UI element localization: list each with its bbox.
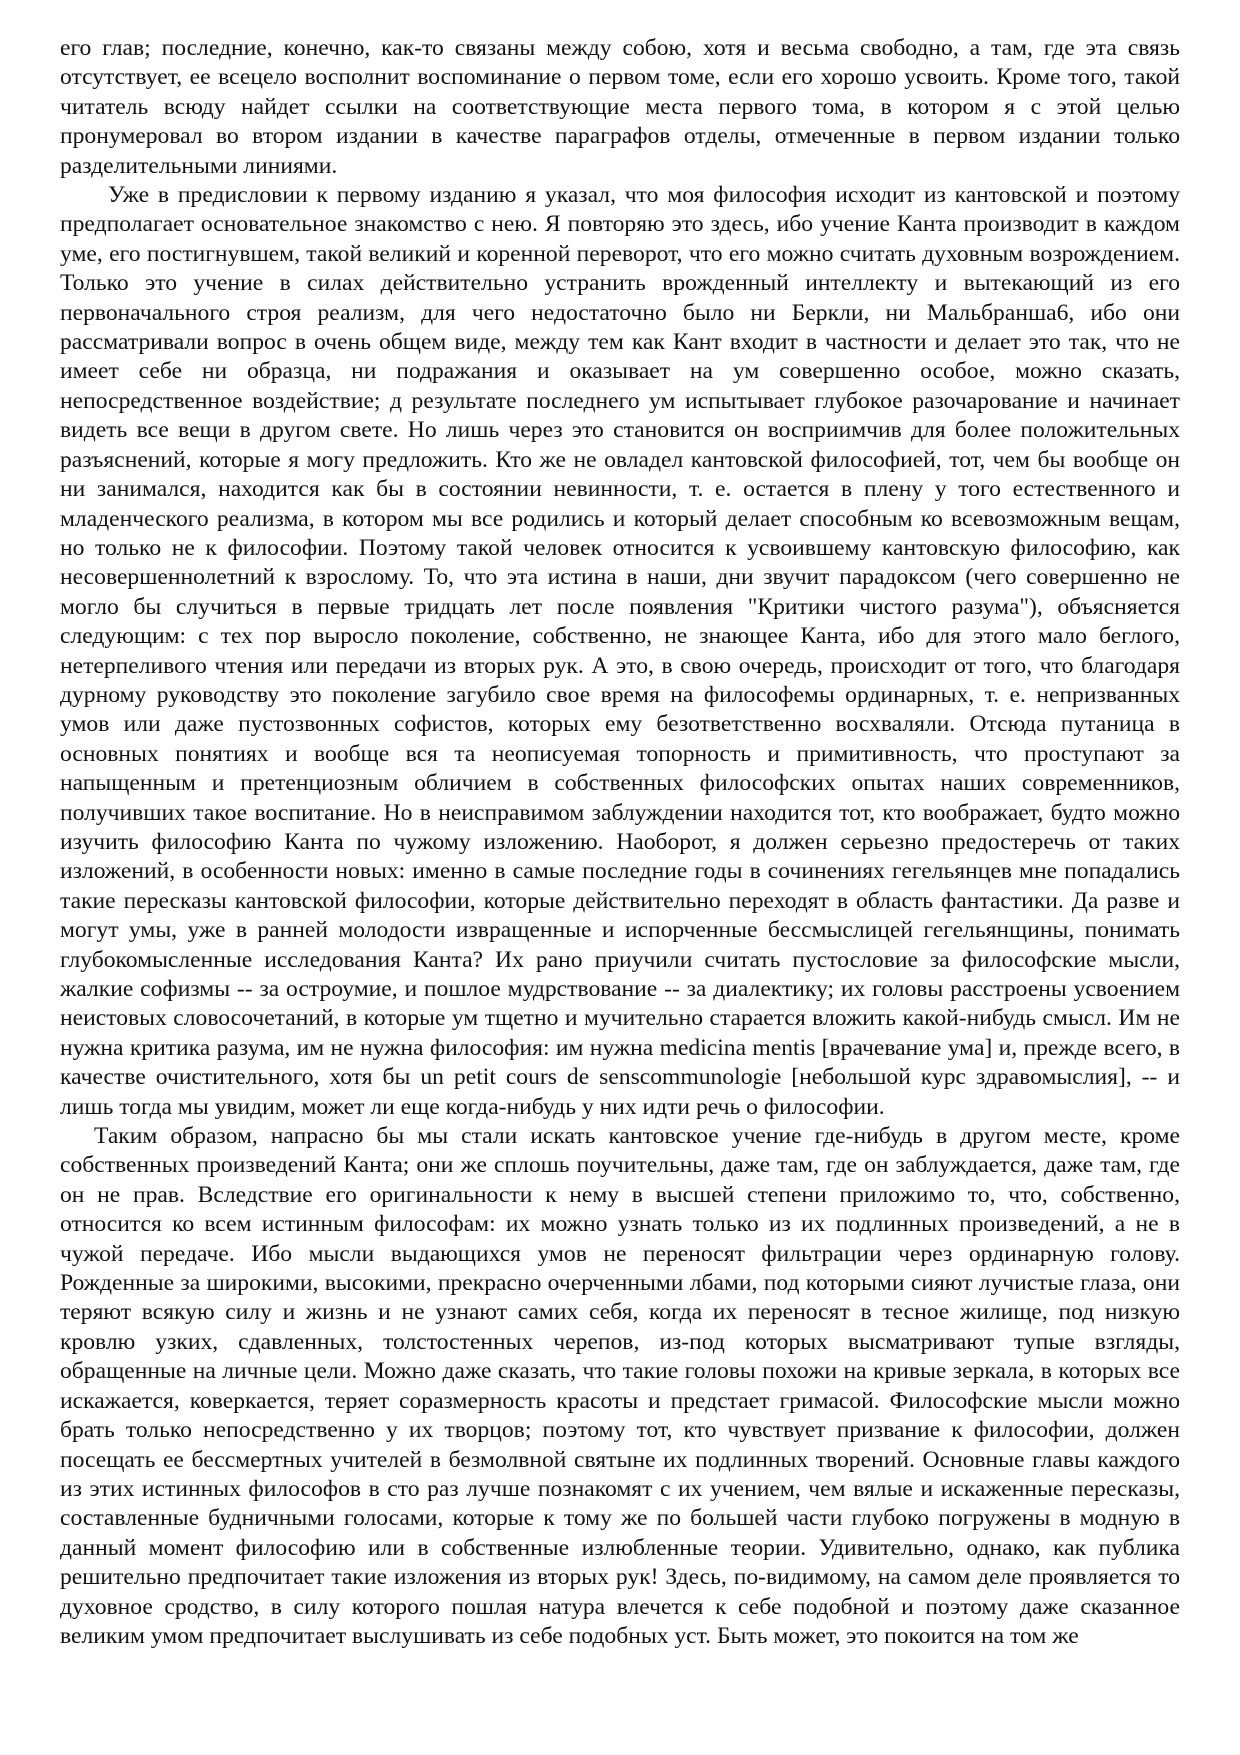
paragraph-kant-original-works: Таким образом, напрасно бы мы стали искать кантовское учение где-нибудь в другом месте, кроме собственных произведений Канта; они же сплошь поучительны, даже там, где он заблуждается, даже там, где он не прав. Вследствие его оригинальности к нему в высшей степени приложимо то, что, собственно, относится ко всем истинным философам: их можно узнать только из их подлинных произведений, а не в чужой передаче. Ибо мысли выдающихся умов не переносят фильтрации через ординарную голову. Рожденные за широкими, высокими, прекрасно очерченными лбами, под которыми сияют лучистые глаза, они теряют всякую силу и жизнь и не узнают самих себя, когда их переносят в тесное жилище, под низкую кровлю узких, сдавленных, толстостенных черепов, из-под которых высматривают тупые взгляды, обращенные на личные цели. Можно даже сказать, что такие головы похожи на кривые зеркала, в которых все искажается, коверкается, теряет соразмерность красоты и предстает гримасой. Философские мысли можно брать только непосредственно у их творцов; поэтому тот, кто чувствует призвание к философии, должен посещать ее бессмертных учителей в безмолвной святыне их подлинных творений. Основные главы каждого из этих истинных философов в сто раз лучше познакомят с их учением, чем вялые и искаженные пересказы, составленные будничными голосами, которые к тому же по большей части глубоко погружены в модную в данный момент философию или в собственные излюбленные теории. Удивительно, однако, как публика решительно предпочитает такие изложения из вторых рук! Здесь, по-видимому, на самом деле проявляется то духовное сродство, в силу которого пошлая натура влечется к себе подобной и поэтому даже сказанное великим умом предпочитает выслушивать из себе подобных уст. Быть может, это покоится на том же bbox=[60, 1123, 1180, 1649]
document-page bbox=[60, 34, 1180, 1651]
paragraph-continuation: его глав; последние, конечно, как-то связаны между собою, хотя и весьма свободно, а там, где эта связь отсутствует, ее всецело восполнит воспоминание о первом томе, если его хорошо усвоить. Кроме того, такой читатель всюду найдет ссылки на соответствующие места первого тома, в котором я с этой целью пронумеровал во втором издании в качестве параграфов отделы, отмеченные в первом издании только разделительными линиями. bbox=[60, 35, 1180, 179]
paragraph-kant-preface: Уже в предисловии к первому изданию я указал, что моя философия исходит из кантовской и поэтому предполагает основательное знакомство с нею. Я повторяю это здесь, ибо учение Канта производит в каждом уме, его постигнувшем, такой великий и коренной переворот, что его можно считать духовным возрождением. Только это учение в силах действительно устранить врожденный интеллекту и вытекающий из его первоначального строя реализм, для чего недостаточно было ни Беркли, ни Мальбранша6, ибо они рассматривали вопрос в очень общем виде, между тем как Кант входит в частности и делает это так, что не имеет себе ни образца, ни подражания и оказывает на ум совершенно особое, можно сказать, непосредственное воздействие; д результате последнего ум испытывает глубокое разочарование и начинает видеть все вещи в другом свете. Но лишь через это становится он восприимчив для более положительных разъяснений, которые я могу предложить. Кто же не овладел кантовской философией, тот, чем бы вообще он ни занимался, находится как бы в состоянии невинности, т. е. остается в плену у того естественного и младенческого реализма, в котором мы все родились и который делает способным ко всевозможным вещам, но только не к философии. Поэтому такой человек относится к усвоившему кантовскую философию, как несовершеннолетний к взрослому. То, что эта истина в наши, дни звучит парадоксом (чего совершенно не могло бы случиться в первые тридцать лет после появления "Критики чистого разума"), объясняется следующим: с тех пор выросло поколение, собственно, не знающее Канта, ибо для этого мало беглого, нетерпеливого чтения или передачи из вторых рук. А это, в свою очередь, происходит от того, что благодаря дурному руководству это поколение загубило свое время на философемы ординарных, т. е. непризванных умов или даже пустозвонных софистов, которых ему безответственно восхваляли. Отсюда путаница в основных понятиях и вообще вся та неописуемая топорность и примитивность, что проступают за напыщенным и претенциозным обличием в собственных философских опытах наших современников, получивших такое воспитание. Но в неисправимом заблуждении находится тот, кто воображает, будто можно изучить философию Канта по чужому изложению. Наоборот, я должен серьезно предостеречь от таких изложений, в особенности новых: именно в самые последние годы в сочинениях гегельянцев мне попадались такие пересказы кантовской философии, которые действительно переходят в область фантастики. Да разве и могут умы, уже в ранней молодости извращенные и испорченные бессмыслицей гегельянщины, понимать глубокомысленные исследования Канта? Их рано приучили считать пустословие за философские мысли, жалкие софизмы -- за остроумие, и пошлое мудрствование -- за диалектику; их головы расстроены усвоением неистовых словосочетаний, в которые ум тщетно и мучительно старается вложить какой-нибудь смысл. Им не нужна критика разума, им не нужна философия: им нужна medicina mentis [врачевание ума] и, прежде всего, в качестве очистительного, хотя бы un petit cours de senscommunologie [небольшой курс здравомыслия], -- и лишь тогда мы увидим, может ли еще когда-нибудь у них идти речь о философии. bbox=[60, 182, 1180, 1120]
